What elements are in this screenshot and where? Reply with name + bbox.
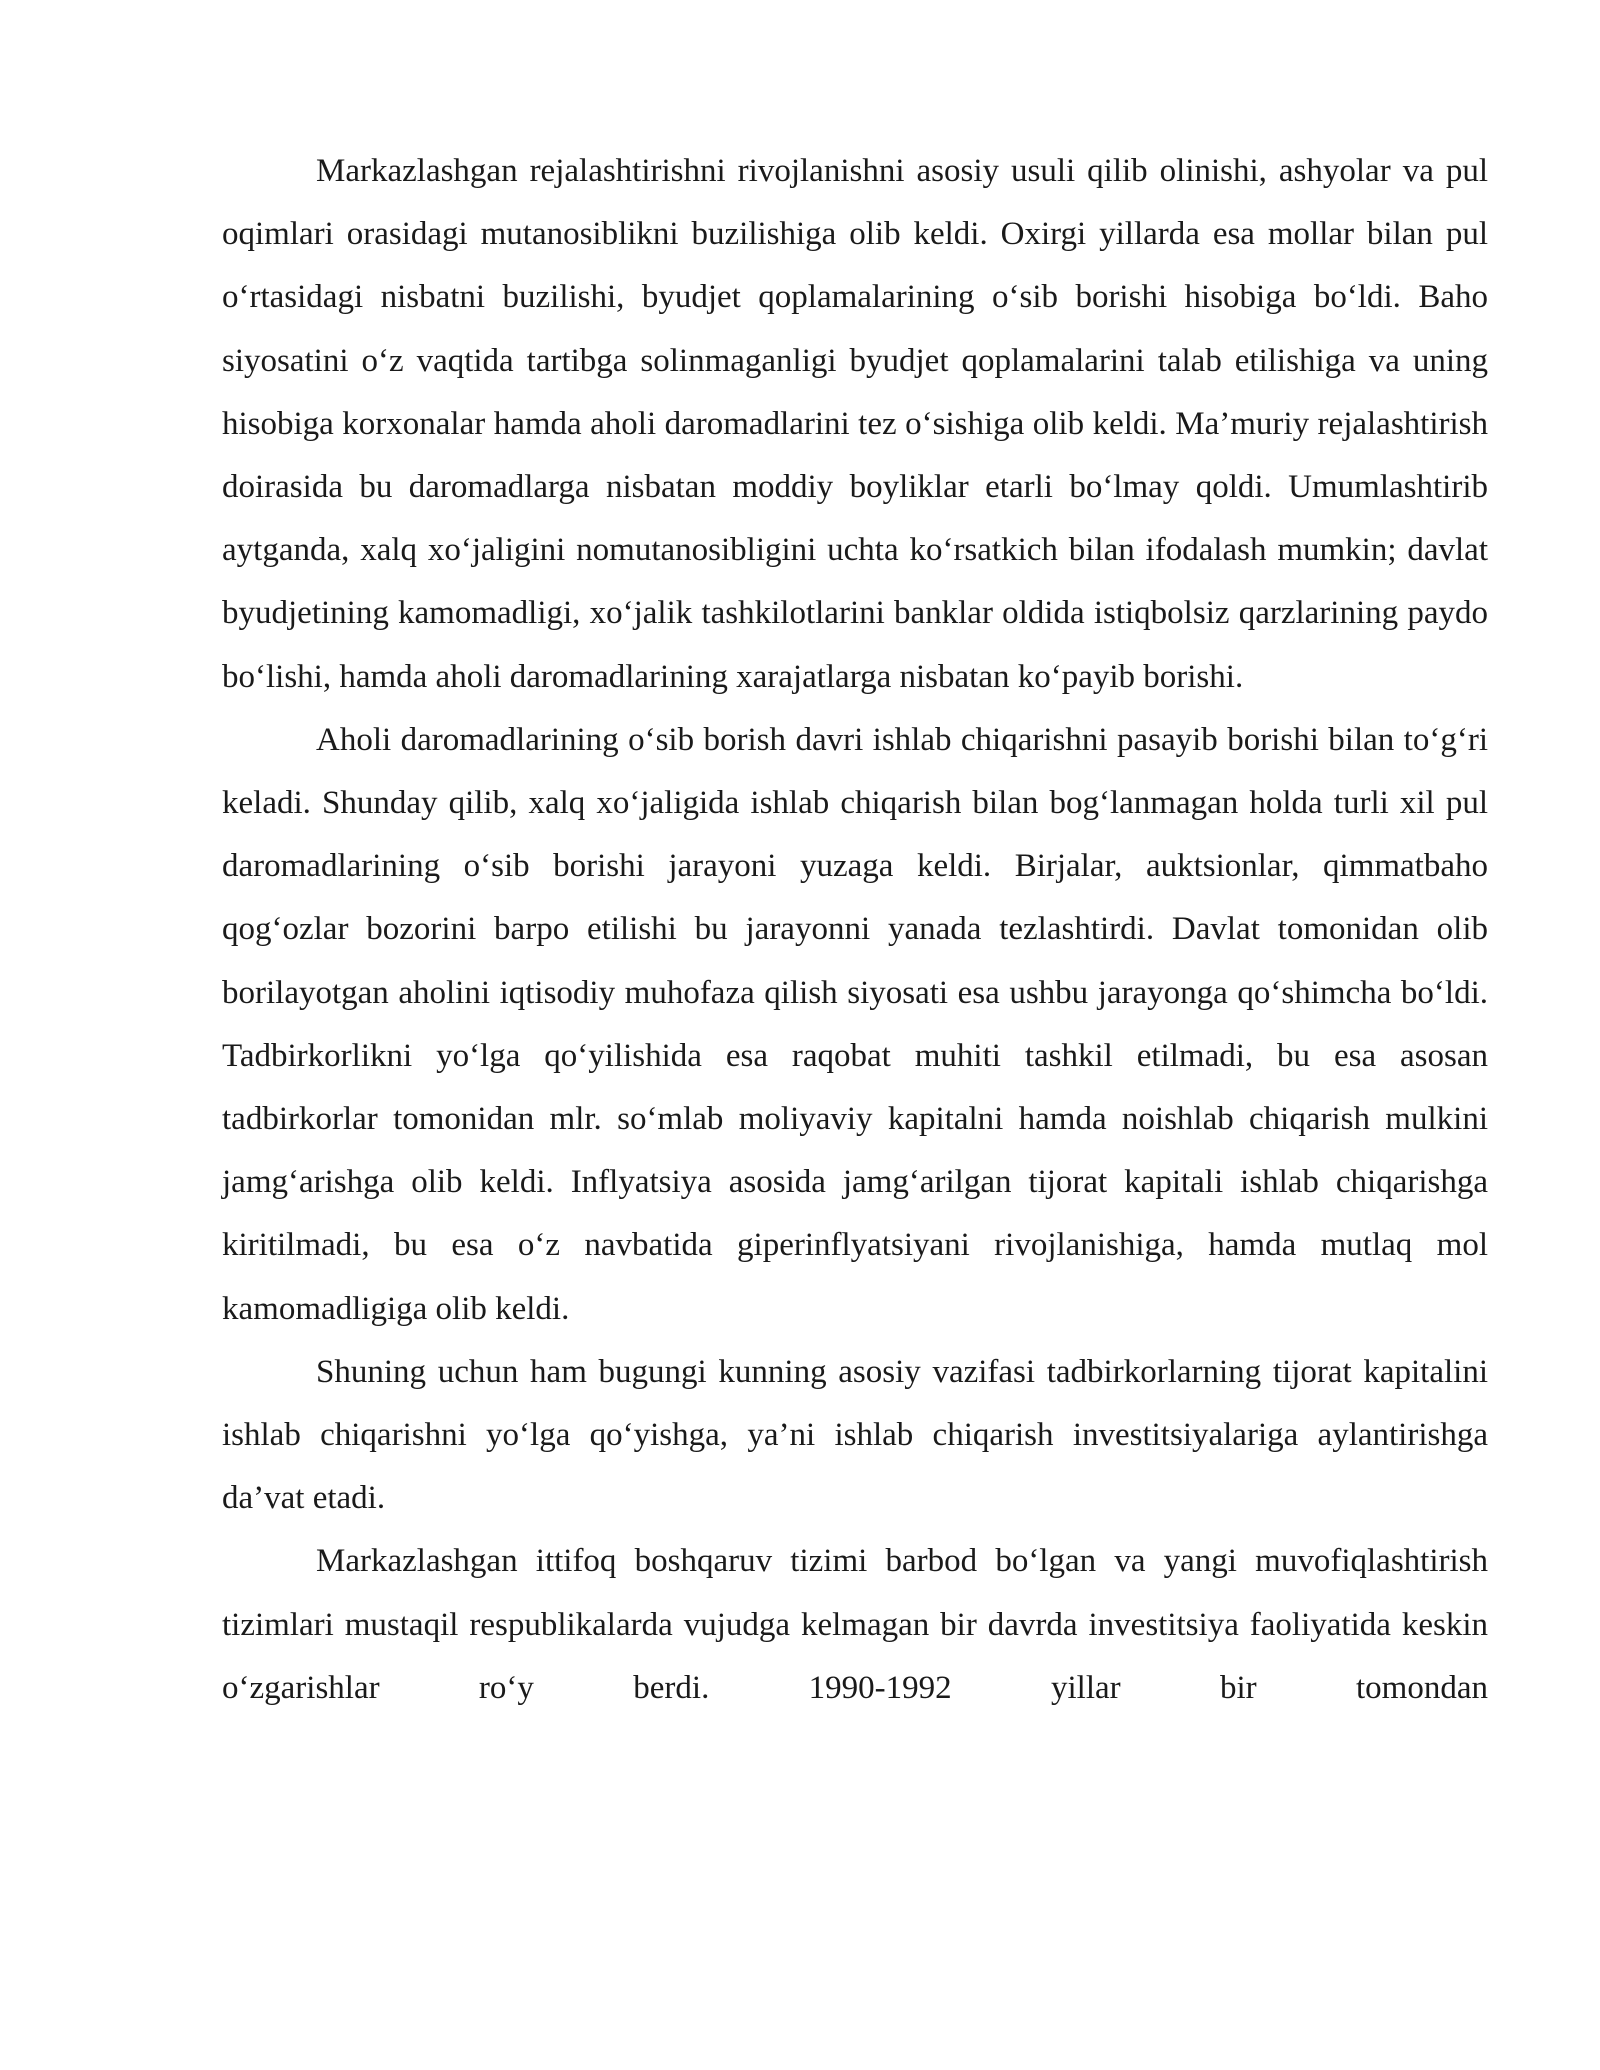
body-text [222,140,1488,1720]
paragraph-1: Markazlashgan rejalashtirishni rivojlanishni asosiy usuli qilib olinishi, ashyolar va pul oqimlari orasidagi mutanosiblikni buzilishiga olib keldi. Oxirgi yillarda esa mollar bilan pul oʻrtasidagi nisbatni buzilishi, byudjet qoplamalarining oʻsib borishi hisobiga boʻldi. Baho siyosatini oʻz vaqtida tartibga solinmaganligi byudjet qoplamalarini talab etilishiga va uning hisobiga korxonalar hamda aholi daromadlarini tez oʻsishiga olib keldi. Ma’muriy rejalashtirish doirasida bu daromadlarga nisbatan moddiy boyliklar etarli boʻlmay qoldi. Umumlashtirib aytganda, xalq xoʻjaligini nomutanosibligini uchta koʻrsatkich bilan ifodalash mumkin; davlat byudjetining kamomadligi, xoʻjalik tashkilotlarini banklar oldida istiqbolsiz qarzlarining paydo boʻlishi, hamda aholi daromadlarining xarajatlarga nisbatan koʻpayib borishi. [222,153,1488,695]
paragraph-4: Markazlashgan ittifoq boshqaruv tizimi barbod boʻlgan va yangi muvofiqlashtirish tizimlari mustaqil respublikalarda vujudga kelmagan bir davrda investitsiya faoliyatida keskin oʻzgarishlar roʻy berdi. 1990-1992 yillar bir tomondan [222,1543,1488,1706]
paragraph-3: Shuning uchun ham bugungi kunning asosiy vazifasi tadbirkorlarning tijorat kapitalini ishlab chiqarishni yoʻlga qoʻyishga, ya’ni ishlab chiqarish investitsiyalariga aylantirishga da’vat etadi. [222,1353,1488,1517]
paragraph-2: Aholi daromadlarining oʻsib borish davri ishlab chiqarishni pasayib borishi bilan toʻgʻri keladi. Shunday qilib, xalq xoʻjaligida ishlab chiqarish bilan bogʻlanmagan holda turli xil pul daromadlarining oʻsib borishi jarayoni yuzaga keldi. Birjalar, auktsionlar, qimmatbaho qogʻozlar bozorini barpo etilishi bu jarayonni yanada tezlashtirdi. Davlat tomonidan olib borilayotgan aholini iqtisodiy muhofaza qilish siyosati esa ushbu jarayonga qoʻshimcha boʻldi. Tadbirkorlikni yoʻlga qoʻyilishida esa raqobat muhiti tashkil etilmadi, bu esa asosan tadbirkorlar tomonidan mlr. soʻmlab moliyaviy kapitalni hamda noishlab chiqarish mulkini jamgʻarishga olib keldi. Inflyatsiya asosida jamgʻarilgan tijorat kapitali ishlab chiqarishga kiritilmadi, bu esa oʻz navbatida giperinflyatsiyani rivojlanishiga, hamda mutlaq mol kamomadligiga olib keldi. [222,721,1488,1327]
